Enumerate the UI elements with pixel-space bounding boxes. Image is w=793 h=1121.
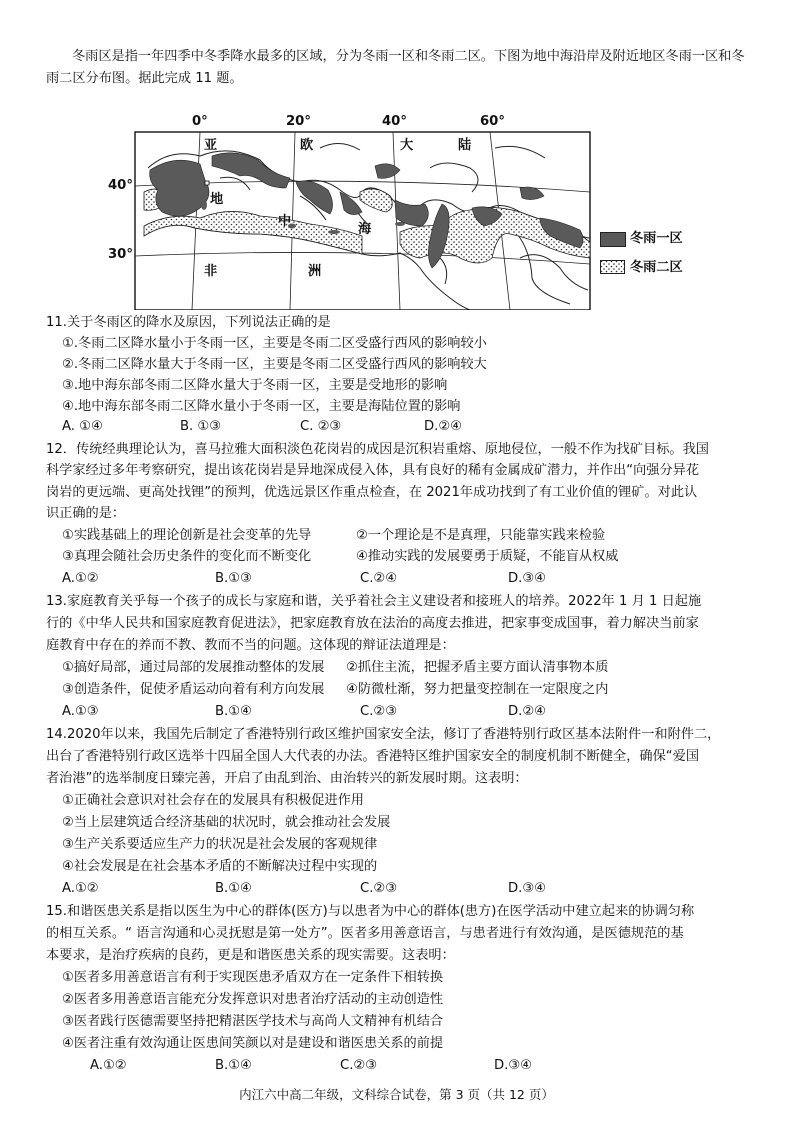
lat-label-30: 30° — [108, 247, 133, 262]
q15-item-1: ①医者多用善意语言有利于实现医患矛盾双方在一定条件下相转换 — [62, 970, 444, 985]
q12-option-a: A.①② — [62, 571, 99, 586]
q15-stem-line-1: 15.和谐医患关系是指以医生为中心的群体(医方)与以患者为中心的群体(患方)在医学活动中建立起来的协调匀称 — [46, 904, 695, 919]
q11-item-1: ①.冬雨二区降水量小于冬雨一区，主要是冬雨二区受盛行西风的影响较小 — [62, 336, 487, 351]
q13-item-1: ①搞好局部，通过局部的发展推动整体的发展 — [62, 660, 325, 675]
q13-item-4: ④防微杜渐，努力把量变控制在一定限度之内 — [346, 682, 609, 697]
lon-label-40: 40° — [382, 114, 407, 129]
page-footer: 内江六中高二年级，文科综合试卷，第 3 页（共 12 页） — [239, 1087, 554, 1102]
q15-option-a: A.①② — [90, 1058, 127, 1073]
q13-option-a: A.①③ — [62, 704, 99, 719]
q15-item-4: ④医者注重有效沟通让医患间笑颜以对是建设和谐医患关系的前提 — [62, 1036, 444, 1051]
lon-label-0: 0° — [192, 114, 208, 129]
q12-item-4: ④推动实践的发展要勇于质疑，不能盲从权威 — [356, 549, 619, 564]
city-marker — [205, 181, 209, 185]
q12-stem-line-1: 12．传统经典理论认为，喜马拉雅大面积淡色花岗岩的成因是沉积岩重熔、原地侵位，一般不作为找矿目标。我国 — [46, 442, 709, 457]
place-label-zhou: 洲 — [308, 264, 322, 279]
legend-swatch-zone-1 — [600, 232, 626, 247]
legend-label-zone-2: 冬雨二区 — [630, 260, 683, 275]
place-label-fei: 非 — [204, 264, 218, 279]
q12-item-3: ③真理会随社会历史条件的变化而不断变化 — [62, 549, 312, 564]
q12-stem-line-4: 识正确的是： — [46, 506, 126, 521]
q15-item-2: ②医者多用善意语言能充分发挥意识对患者治疗活动的主动创造性 — [62, 992, 444, 1007]
q13-stem-line-1: 13.家庭教育关乎每一个孩子的成长与家庭和谐，关乎着社会主义建设者和接班人的培养。2022年 1 月 1 日起施 — [46, 594, 702, 609]
q11-option-d: D.②④ — [424, 419, 462, 434]
q13-option-c: C.②③ — [360, 704, 398, 719]
q11-option-b: B. ①③ — [180, 419, 222, 434]
q12-option-d: D.③④ — [508, 571, 546, 586]
q13-stem-line-2: 行的《中华人民共和国家庭教育促进法》，把家庭教育放在法治的高度去推进，把家事变成国事，着力解决当前家 — [46, 616, 699, 631]
q15-option-c: C.②③ — [340, 1058, 378, 1073]
place-label-hai: 海 — [358, 222, 372, 237]
q12-item-2: ②一个理论是不是真理，只能靠实践来检验 — [356, 528, 606, 543]
q12-option-b: B.①③ — [215, 571, 252, 586]
q12-item-1: ①实践基础上的理论创新是社会变革的先导 — [62, 528, 312, 543]
q14-item-1: ①正确社会意识对社会存在的发展具有积极促进作用 — [62, 793, 364, 808]
q12-stem-line-2: 科学家经过多年考察研究，提出该花岗岩是异地深成侵入体，具有良好的稀有金属成矿潜力，并作出“向强分异花 — [46, 463, 700, 478]
q14-option-a: A.①② — [62, 881, 99, 896]
lat-label-40: 40° — [108, 178, 133, 193]
q11-item-4: ④.地中海东部冬雨二区降水量小于冬雨一区，主要是海陆位置的影响 — [62, 399, 461, 414]
q14-option-d: D.③④ — [508, 881, 546, 896]
q11-item-2: ②.冬雨二区降水量大于冬雨一区，主要是冬雨二区受盛行西风的影响较大 — [62, 357, 487, 372]
q14-option-b: B.①④ — [215, 881, 252, 896]
q13-option-b: B.①④ — [215, 704, 252, 719]
q13-option-d: D.②④ — [508, 704, 546, 719]
q12-option-c: C.②④ — [360, 571, 398, 586]
q14-item-3: ③生产关系要适应生产力的状况是社会发展的客观规律 — [62, 837, 378, 852]
q14-option-c: C.②③ — [360, 881, 398, 896]
place-label-lu: 陆 — [458, 138, 472, 153]
q13-stem-line-3: 庭教育中存在的养而不教、教而不当的问题。这体现的辩证法道理是： — [46, 638, 455, 653]
q15-option-b: B.①④ — [215, 1058, 252, 1073]
q14-stem-line-3: 者治港”的选举制度日臻完善，开启了由乱到治、由治转兴的新发展时期。这表明： — [46, 771, 528, 786]
q14-item-2: ②当上层建筑适合经济基础的状况时，就会推动社会发展 — [62, 815, 391, 830]
q15-stem-line-3: 本要求，是治疗疾病的良药，更是和谐医患关系的现实需要。这表明： — [46, 948, 455, 963]
place-label-di: 地 — [210, 192, 224, 207]
q15-stem-line-2: 的相互关系。“ 语言沟通和心灵抚慰是第一处方”。医者多用善意语言，与患者进行有效沟通，是医德规范的基 — [46, 926, 684, 941]
q15-item-3: ③医者践行医德需要坚持把精湛医学技术与高尚人文精神有机结合 — [62, 1014, 444, 1029]
q13-item-2: ②抓住主流，把握矛盾主要方面认清事物本质 — [346, 660, 609, 675]
intro-paragraph: 冬雨区是指一年四季中冬季降水最多的区域，分为冬雨一区和冬雨二区。下图为地中海沿岸及附近地区冬雨一区和冬雨二区分布图。据此完成 11 题。 — [46, 49, 745, 86]
place-label-zhong: 中 — [278, 214, 292, 229]
lon-label-20: 20° — [286, 114, 311, 129]
q13-item-3: ③创造条件，促使矛盾运动向着有利方向发展 — [62, 682, 325, 697]
climate-map-figure — [100, 108, 700, 310]
q11-item-3: ③.地中海东部冬雨二区降水量大于冬雨一区，主要是受地形的影响 — [62, 378, 448, 393]
place-label-ya: 亚 — [204, 138, 218, 153]
q15-option-d: D.③④ — [494, 1058, 532, 1073]
q11-stem: 11.关于冬雨区的降水及原因，下列说法正确的是 — [46, 315, 331, 330]
q14-stem-line-2: 出台了香港特别行政区选举十四届全国人大代表的办法。香港特区维护国家安全的制度机制不断健全，确保“爱国 — [46, 749, 700, 764]
place-label-ou: 欧 — [300, 138, 314, 153]
lon-label-60: 60° — [480, 114, 505, 129]
q12-stem-line-3: 岗岩的更远端、更高处找锂”的预判，优选远景区作重点检查，在 2021年成功找到了有工业价值的锂矿。对此认 — [46, 485, 698, 500]
q14-stem-line-1: 14.2020年以来，我国先后制定了香港特别行政区维护国家安全法，修订了香港特别行政区基本法附件一和附件二， — [46, 727, 721, 742]
q14-item-4: ④社会发展是在社会基本矛盾的不断解决过程中实现的 — [62, 859, 378, 874]
legend-swatch-zone-2 — [600, 260, 626, 275]
legend-label-zone-1: 冬雨一区 — [630, 231, 683, 246]
q11-option-a: A. ①④ — [62, 419, 103, 434]
q11-option-c: C. ②③ — [300, 419, 342, 434]
place-label-da: 大 — [400, 138, 414, 153]
